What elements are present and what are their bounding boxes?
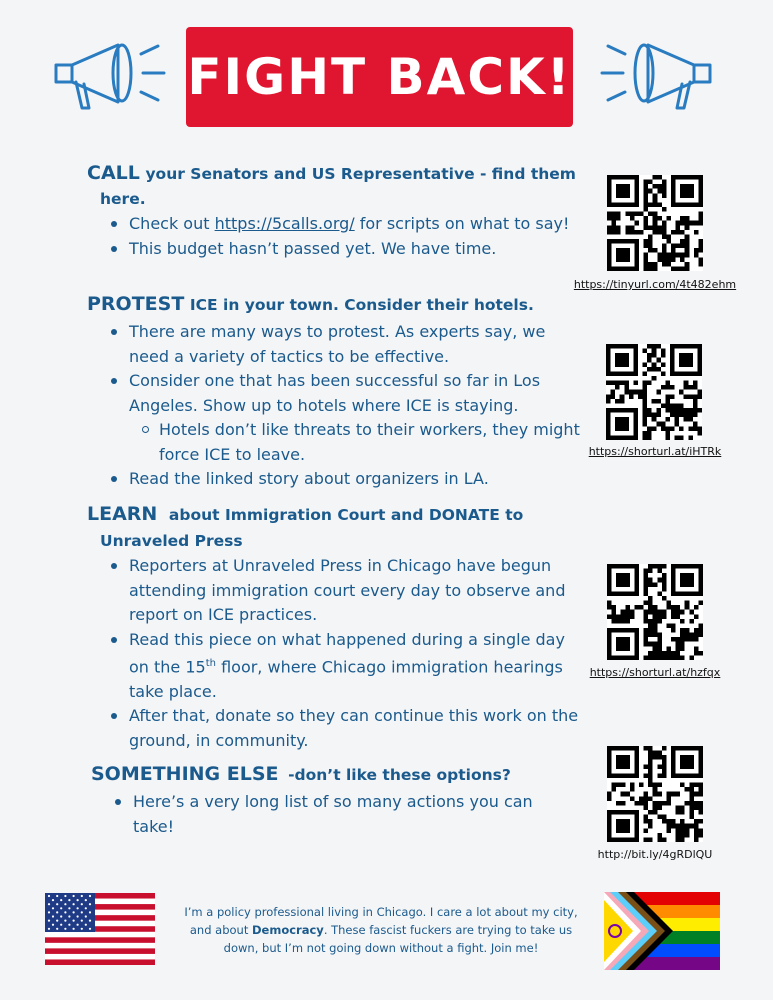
list-item-sub: Hotels don’t like threats to their workers, they might force ICE to leave. [87, 418, 587, 467]
qr-code-something[interactable] [607, 746, 703, 842]
qr-url-something[interactable]: http://bit.ly/4gRDlQU [597, 848, 713, 861]
list-item: There are many ways to protest. As experts say, we need a variety of tactics to be effective. [87, 320, 587, 369]
protest-keyword: PROTEST [87, 293, 185, 315]
qr-code-5calls[interactable] [607, 175, 703, 271]
title-banner [186, 27, 573, 127]
progress-pride-flag-image [604, 892, 720, 970]
5calls-link[interactable]: https://5calls.org/ [214, 214, 355, 233]
protest-heading-rest: ICE in your town. Consider their hotels. [189, 296, 534, 314]
learn-section [87, 501, 597, 753]
learn-heading-rest: about Immigration Court and DONATE to [168, 506, 524, 524]
us-flag-image [45, 893, 155, 965]
something-else-section [91, 761, 581, 839]
list-item: Consider one that has been successful so far in Los Angeles. Show up to hotels where ICE is staying. [87, 369, 587, 418]
page-title: FIGHT BACK! [187, 48, 572, 106]
qr-code-learn[interactable] [607, 564, 703, 660]
protest-section [87, 291, 597, 492]
democracy-bold: Democracy [252, 923, 324, 937]
list-item: Reporters at Unraveled Press in Chicago have begun attending immigration court every day to observe and report on ICE practices. [87, 554, 587, 628]
qr-code-protest[interactable] [606, 344, 702, 440]
learn-heading [87, 501, 597, 528]
list-item: After that, donate so they can continue this work on the ground, in community. [87, 704, 587, 753]
call-keyword: CALL [87, 162, 140, 184]
list-item: Here’s a very long list of so many actions you can take! [91, 790, 551, 839]
list-item: Check out https://5calls.org/ for scripts on what to say! [87, 212, 587, 237]
learn-heading-line2: Unraveled Press [100, 532, 243, 550]
list-item: This budget hasn’t passed yet. We have time. [87, 237, 587, 262]
footer-text: I’m a policy professional living in Chicago. I care a lot about my city, and about Democracy. These fascist fuckers are trying to take us down, but I’m not going down without a fight. Join me! [184, 905, 578, 955]
megaphone-left-icon [48, 40, 166, 110]
something-heading [91, 761, 581, 788]
call-heading-line2[interactable]: here. [100, 190, 146, 208]
call-section [87, 160, 597, 261]
list-item: Read the linked story about organizers in LA. [87, 467, 587, 492]
something-heading-rest: -don’t like these options? [288, 766, 511, 784]
qr-url-learn[interactable]: https://shorturl.at/hzfqx [589, 666, 721, 679]
call-heading [87, 160, 597, 187]
call-heading-rest: your Senators and US Representative - find them [145, 165, 576, 183]
something-keyword: SOMETHING ELSE [91, 763, 279, 785]
qr-url-call[interactable]: https://tinyurl.com/4t482ehm [573, 278, 737, 291]
qr-url-protest[interactable]: https://shorturl.at/iHTRk [588, 445, 722, 458]
list-item: Read this piece on what happened during a single day on the 15th floor, where Chicago immigration hearings take place. [87, 628, 587, 705]
megaphone-right-icon [600, 40, 718, 110]
protest-heading [87, 291, 597, 318]
learn-keyword: LEARN [87, 503, 158, 525]
